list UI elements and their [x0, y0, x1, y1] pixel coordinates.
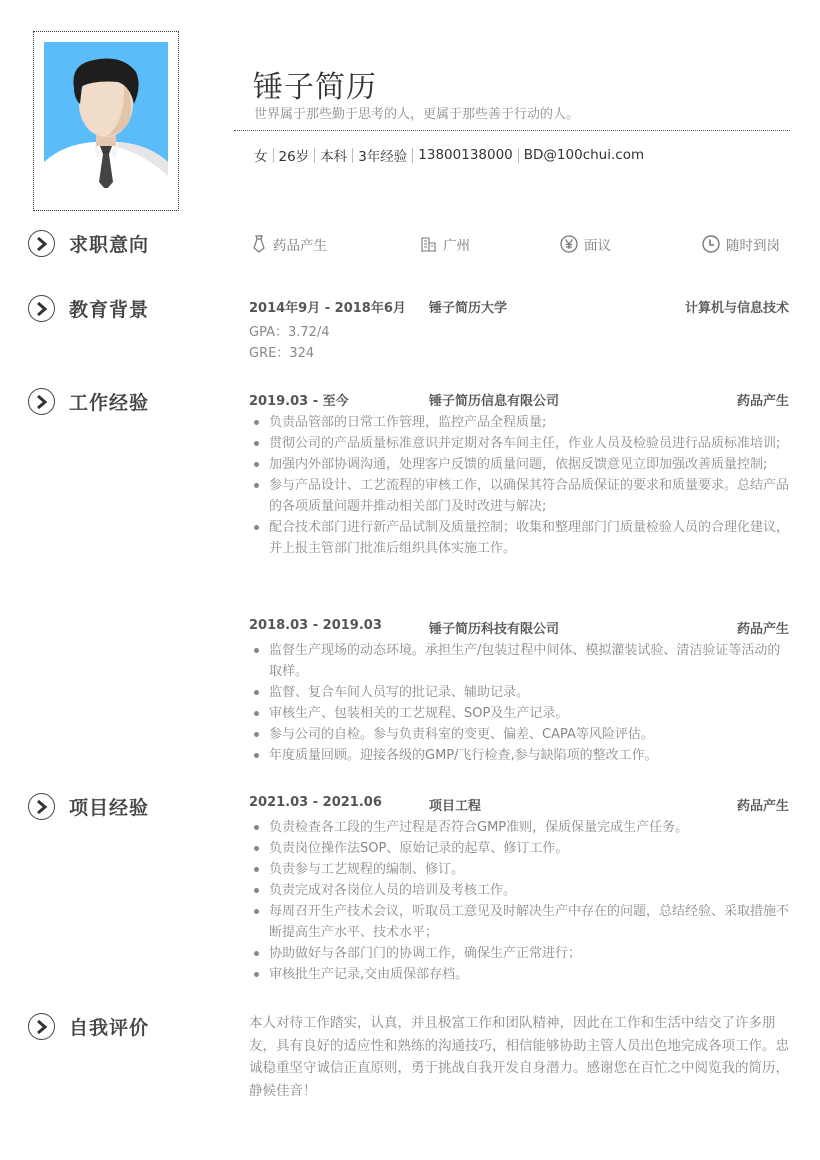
work-entry-1-bullets — [249, 412, 791, 559]
project-name: 项目工程 — [429, 799, 482, 814]
intent-availability: 随时到岗 — [702, 234, 780, 254]
list-item: 参与公司的自检。参与负责科室的变更、偏差、CAPA等风险评估。 — [249, 724, 791, 745]
yen-icon — [560, 235, 578, 253]
chevron-right-icon — [28, 230, 55, 257]
intent-city: 广州 — [421, 234, 470, 254]
project-date: 2021.03 - 2021.06 — [249, 795, 382, 810]
section-title-education: 教育背景 — [28, 295, 149, 322]
clock-icon — [702, 235, 720, 253]
degree: 本科 — [320, 149, 348, 165]
phone: 13800138000 — [418, 147, 513, 163]
resume-name: 锤子简历 — [253, 70, 377, 105]
section-title-self: 自我评价 — [28, 1013, 149, 1040]
tie-icon — [251, 235, 267, 253]
list-item: 加强内外部协调沟通，处理客户反馈的质量问题，依据反馈意见立即加强改善质量控制; — [249, 454, 791, 475]
section-title-project: 项目经验 — [28, 793, 149, 820]
chevron-right-icon — [28, 1013, 55, 1040]
basic-info — [254, 145, 644, 165]
gre: GRE：324 — [249, 346, 315, 361]
work-date: 2019.03 - 至今 — [249, 394, 349, 409]
list-item: 负责参与工艺规程的编制、修订。 — [249, 859, 791, 880]
list-item: 年度质量回顾。迎接各级的GMP/飞行检查,参与缺陷项的整改工作。 — [249, 745, 791, 766]
photo-frame — [33, 31, 179, 211]
list-item: 协助做好与各部门门的协调工作，确保生产正常进行； — [249, 943, 791, 964]
company-name: 锤子简历信息有限公司 — [429, 394, 560, 409]
chevron-right-icon — [28, 295, 55, 322]
separator — [314, 148, 315, 163]
list-item: 监督、复合车间人员写的批记录、辅助记录。 — [249, 682, 791, 703]
list-item: 审核批生产记录,交由质保部存档。 — [249, 964, 791, 985]
gpa: GPA：3.72/4 — [249, 325, 330, 340]
work-date: 2018.03 - 2019.03 — [249, 618, 382, 633]
experience-years: 3年经验 — [358, 149, 408, 165]
job-role: 药品产生 — [736, 622, 789, 637]
self-evaluation-text: 本人对待工作踏实，认真，并且极富工作和团队精神，因此在工作和生活中结交了许多朋友，具有良好的适应性和熟练的沟通技巧，相信能够协助主管人员出色地完成各项工作。忠诚稳重坚守诚信正直原则，勇于挑战自我开发自身潜力。感谢您在百忙之中阅览我的简历，静候佳音！ — [249, 1015, 789, 1099]
list-item: 监督生产现场的动态环境。承担生产/包装过程中间体、模拟灌装试验、清洁验证等活动的取样。 — [249, 640, 791, 682]
section-title-work: 工作经验 — [28, 388, 149, 415]
chevron-right-icon — [28, 793, 55, 820]
company-name: 锤子简历科技有限公司 — [429, 622, 560, 637]
separator — [518, 148, 519, 163]
separator — [352, 148, 353, 163]
intent-salary: 面议 — [560, 234, 611, 254]
building-icon — [421, 236, 437, 252]
list-item: 负责检查各工段的生产过程是否符合GMP准则，保质保量完成生产任务。 — [249, 817, 791, 838]
list-item: 负责品管部的日常工作管理，监控产品全程质量; — [249, 412, 791, 433]
list-item: 审核生产、包装相关的工艺规程、SOP及生产记录。 — [249, 703, 791, 724]
person-avatar-icon — [44, 42, 168, 188]
motto: 世界属于那些勤于思考的人，更属于那些善于行动的人。 — [254, 107, 580, 122]
list-item: 负责完成对各岗位人员的培训及考核工作。 — [249, 880, 791, 901]
project-bullets — [249, 817, 791, 985]
list-item: 每周召开生产技术会议，听取员工意见及时解决生产中存在的问题，总结经验、采取措施不断提高生产水平、技术水平； — [249, 901, 791, 943]
work-entry-2-bullets — [249, 640, 791, 766]
header-divider — [234, 130, 790, 131]
project-role: 药品产生 — [736, 799, 789, 814]
separator — [412, 148, 413, 163]
section-title-intent: 求职意向 — [28, 230, 149, 257]
avatar — [44, 42, 168, 188]
school-name: 锤子简历大学 — [429, 301, 508, 316]
list-item: 贯彻公司的产品质量标准意识并定期对各车间主任，作业人员及检验员进行品质标准培训; — [249, 433, 791, 454]
gender: 女 — [254, 149, 268, 165]
intent-position: 药品产生 — [251, 234, 327, 254]
chevron-right-icon — [28, 388, 55, 415]
age: 26岁 — [278, 149, 310, 165]
list-item: 参与产品设计、工艺流程的审核工作，以确保其符合品质保证的要求和质量要求。总结产品的各项质量问题并推动相关部门及时改进与解决; — [249, 475, 791, 517]
separator — [273, 148, 274, 163]
major: 计算机与信息技术 — [684, 301, 789, 316]
list-item: 配合技术部门进行新产品试制及质量控制；收集和整理部门门质量检验人员的合理化建议，并上报主管部门批准后组织具体实施工作。 — [249, 517, 791, 559]
list-item: 负责岗位操作法SOP、原始记录的起草、修订工作。 — [249, 838, 791, 859]
job-role: 药品产生 — [736, 394, 789, 409]
email: BD@100chui.com — [523, 147, 645, 163]
education-date: 2014年9月 - 2018年6月 — [249, 301, 406, 316]
